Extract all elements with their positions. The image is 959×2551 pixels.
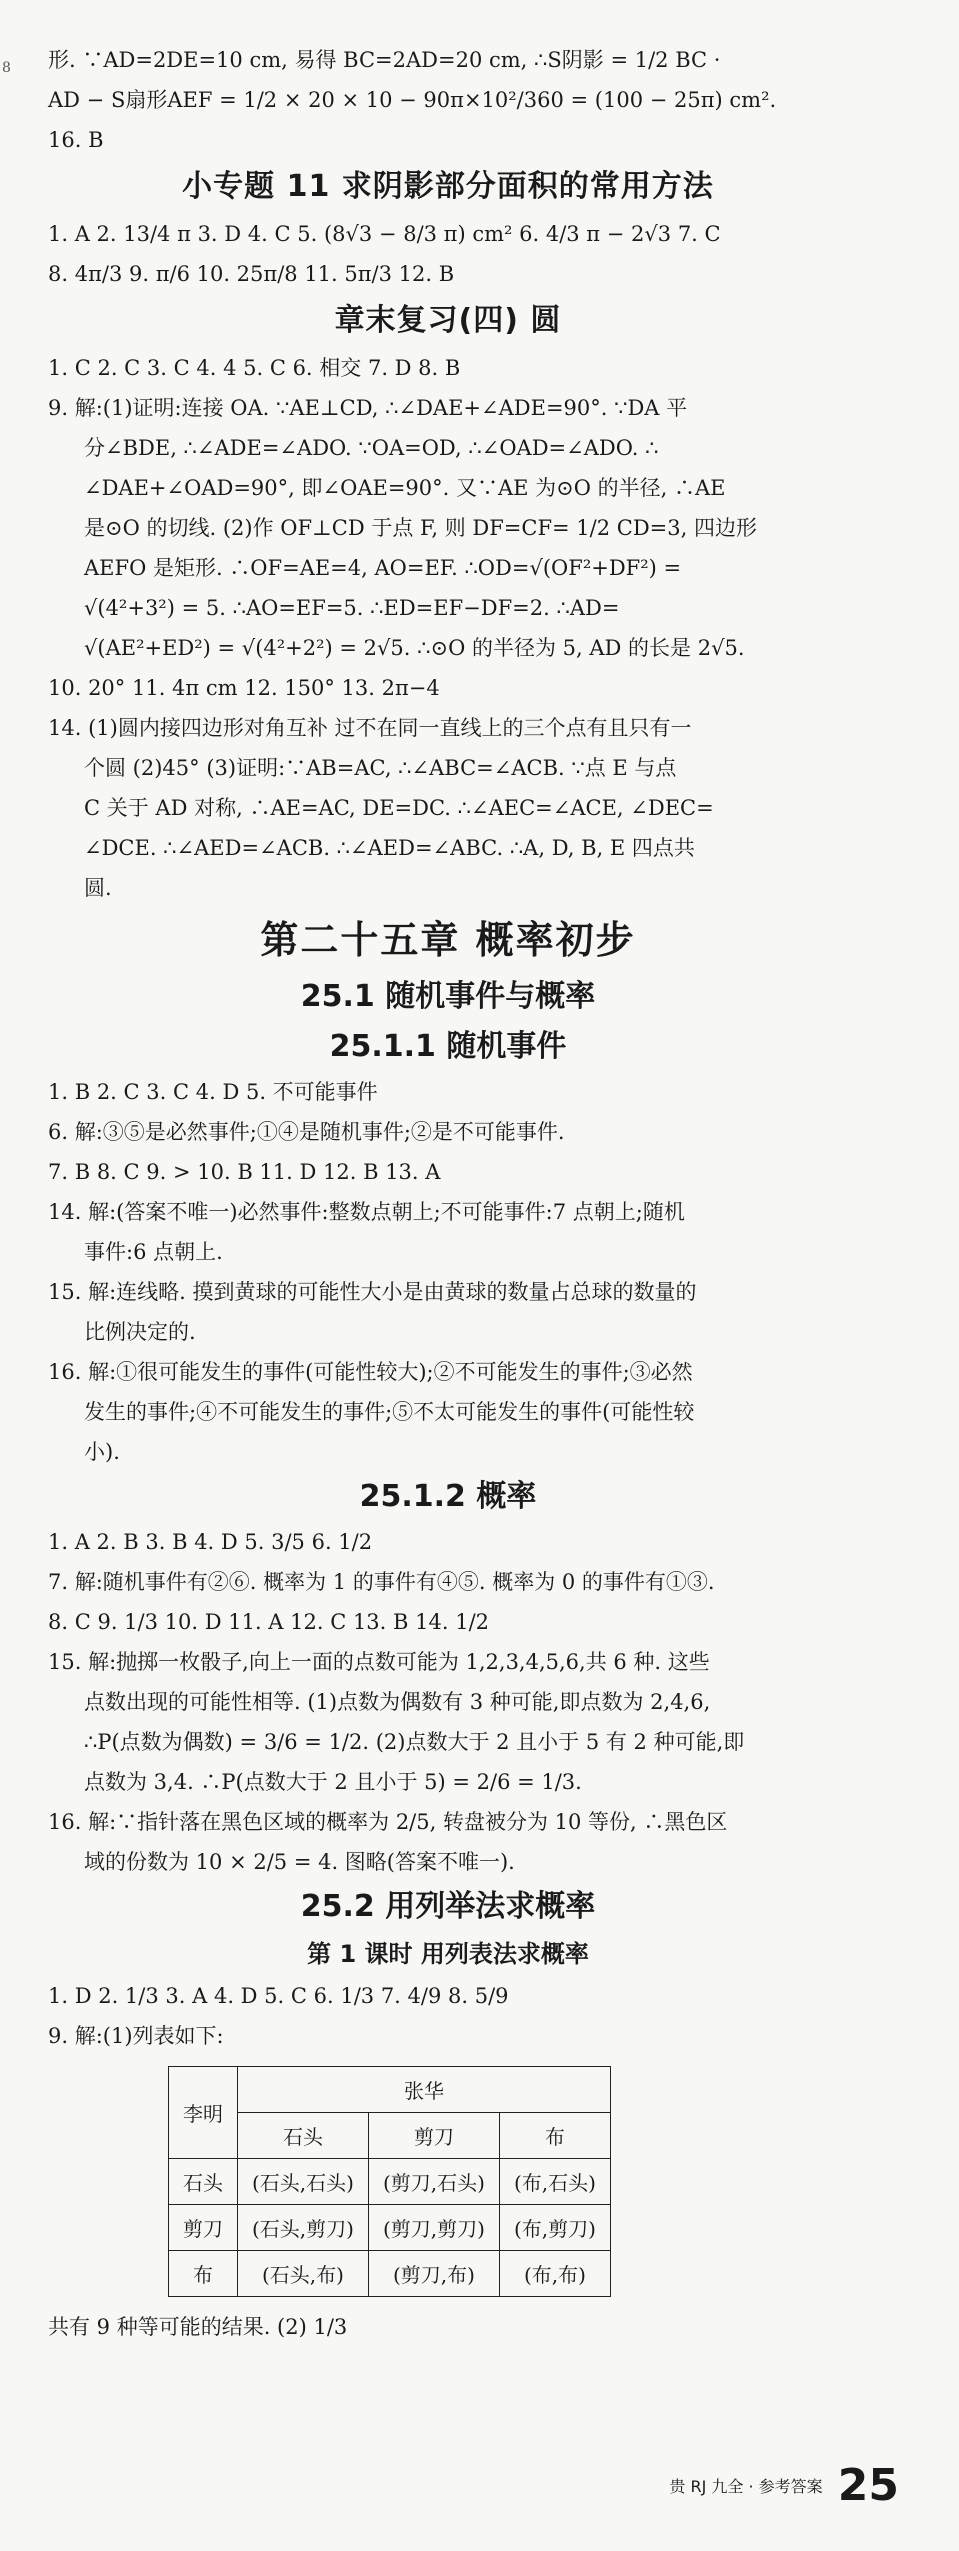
text-line: 分∠BDE, ∴∠ADE=∠ADO. ∵OA=OD, ∴∠OAD=∠ADO. ∴ [84,436,659,460]
text-line: 1. B 2. C 3. C 4. D 5. 不可能事件 [48,1080,378,1104]
text-line: 7. B 8. C 9. > 10. B 11. D 12. B 13. A [48,1160,441,1184]
text-line: AD − S扇形AEF = 1/2 × 20 × 10 − 90π×10²/360 = (100 − 25π) cm². [48,88,777,112]
text-line: √(4²+3²) = 5. ∴AO=EF=5. ∴ED=EF−DF=2. ∴AD= [84,596,620,620]
text-line: 15. 解:抛掷一枚骰子,向上一面的点数可能为 1,2,3,4,5,6,共 6 种. 这些 [48,1650,710,1674]
lesson-heading: 第 1 课时 用列表法求概率 [307,1940,589,1968]
table-cell: (剪刀,布) [368,2251,499,2297]
text-line: 9. 解:(1)证明:连接 OA. ∵AE⊥CD, ∴∠DAE+∠ADE=90°. ∵DA 平 [48,396,688,420]
text-line: 形. ∵AD=2DE=10 cm, 易得 BC=2AD=20 cm, ∴S阴影 = 1/2 BC · [48,48,721,72]
text-line: 事件:6 点朝上. [84,1240,223,1264]
column-header: 布 [499,2113,610,2159]
table-top-header: 张华 [238,2067,611,2113]
text-line: 8. 4π/3 9. π/6 10. 25π/8 11. 5π/3 12. B [48,262,455,286]
text-line: 1. C 2. C 3. C 4. 4 5. C 6. 相交 7. D 8. B [48,356,461,380]
table-cell: (石头,布) [238,2251,369,2297]
text-line: 16. 解:∵指针落在黑色区域的概率为 2/5, 转盘被分为 10 等份, ∴黑色区 [48,1810,728,1834]
table-row [169,2159,611,2205]
table-cell: (石头,石头) [238,2159,369,2205]
text-line: C 关于 AD 对称, ∴AE=AC, DE=DC. ∴∠AEC=∠ACE, ∠DEC= [84,796,714,820]
text-line: 个圆 (2)45° (3)证明:∵AB=AC, ∴∠ABC=∠ACB. ∵点 E 与点 [84,756,677,780]
text-line: ∠DAE+∠OAD=90°, 即∠OAE=90°. 又∵AE 为⊙O 的半径, ∴AE [84,476,726,500]
table-cell: (石头,剪刀) [238,2205,369,2251]
row-header: 石头 [169,2159,238,2205]
text-line: 6. 解:③⑤是必然事件;①④是随机事件;②是不可能事件. [48,1120,565,1144]
text-line: 10. 20° 11. 4π cm 12. 150° 13. 2π−4 [48,676,440,700]
footer-label: 贵 RJ 九全 · 参考答案 [669,2477,823,2496]
table-cell: (布,布) [499,2251,610,2297]
column-header: 石头 [238,2113,369,2159]
page-number: 25 [837,2460,899,2511]
text-line: 点数为 3,4. ∴P(点数大于 2 且小于 5) = 2/6 = 1/3. [84,1770,582,1794]
table-cell: (布,剪刀) [499,2205,610,2251]
text-line: 9. 解:(1)列表如下: [48,2024,224,2048]
table-cell: (剪刀,石头) [368,2159,499,2205]
outcome-table [168,2066,611,2297]
table-cell: (剪刀,剪刀) [368,2205,499,2251]
text-line: 发生的事件;④不可能发生的事件;⑤不太可能发生的事件(可能性较 [84,1400,695,1424]
text-line: 1. D 2. 1/3 3. A 4. D 5. C 6. 1/3 7. 4/9 8. 5/9 [48,1984,509,2008]
answer-page [48,40,848,2347]
text-line: 15. 解:连线略. 摸到黄球的可能性大小是由黄球的数量占总球的数量的 [48,1280,697,1304]
text-line: 1. A 2. B 3. B 4. D 5. 3/5 6. 1/2 [48,1530,373,1554]
text-line: 1. A 2. 13/4 π 3. D 4. C 5. (8√3 − 8/3 π) cm² 6. 4/3 π − 2√3 7. C [48,222,721,246]
section-heading: 25.1 随机事件与概率 [300,979,596,1014]
row-header: 剪刀 [169,2205,238,2251]
text-line: √(AE²+ED²) = √(4²+2²) = 2√5. ∴⊙O 的半径为 5, AD 的长是 2√5. [84,636,745,660]
text-line: 是⊙O 的切线. (2)作 OF⊥CD 于点 F, 则 DF=CF= 1/2 CD=3, 四边形 [84,516,757,540]
text-line: 共有 9 种等可能的结果. (2) 1/3 [48,2315,348,2339]
text-line: 域的份数为 10 × 2/5 = 4. 图略(答案不唯一). [84,1850,515,1874]
section-heading: 小专题 11 求阴影部分面积的常用方法 [182,169,714,204]
column-header: 剪刀 [368,2113,499,2159]
section-heading: 25.2 用列举法求概率 [300,1889,596,1924]
text-line: 7. 解:随机事件有②⑥. 概率为 1 的事件有④⑤. 概率为 0 的事件有①③. [48,1570,715,1594]
text-line: AEFO 是矩形. ∴OF=AE=4, AO=EF. ∴OD=√(OF²+DF²) = [84,556,682,580]
table-corner: 李明 [169,2067,238,2159]
text-line: 14. (1)圆内接四边形对角互补 过不在同一直线上的三个点有且只有一 [48,716,692,740]
subsection-heading: 25.1.1 随机事件 [329,1029,567,1064]
table-cell: (布,石头) [499,2159,610,2205]
row-header: 布 [169,2251,238,2297]
edge-mark: 8 [2,60,11,76]
chapter-title: 第二十五章 概率初步 [260,918,636,962]
text-line: 比例决定的. [84,1320,196,1344]
text-line: 小). [84,1440,120,1464]
section-heading: 章末复习(四) 圆 [334,303,562,338]
table-row [169,2205,611,2251]
subsection-heading: 25.1.2 概率 [359,1479,537,1514]
text-line: ∴P(点数为偶数) = 3/6 = 1/2. (2)点数大于 2 且小于 5 有 2 种可能,即 [84,1730,745,1754]
text-line: 16. 解:①很可能发生的事件(可能性较大);②不可能发生的事件;③必然 [48,1360,693,1384]
text-line: ∠DCE. ∴∠AED=∠ACB. ∴∠AED=∠ABC. ∴A, D, B, E 四点共 [84,836,695,860]
text-line: 14. 解:(答案不唯一)必然事件:整数点朝上;不可能事件:7 点朝上;随机 [48,1200,685,1224]
page-footer [669,2460,899,2511]
text-line: 16. B [48,128,104,152]
text-line: 8. C 9. 1/3 10. D 11. A 12. C 13. B 14. 1/2 [48,1610,489,1634]
text-line: 圆. [84,876,112,900]
table-row [169,2251,611,2297]
text-line: 点数出现的可能性相等. (1)点数为偶数有 3 种可能,即点数为 2,4,6, [84,1690,711,1714]
